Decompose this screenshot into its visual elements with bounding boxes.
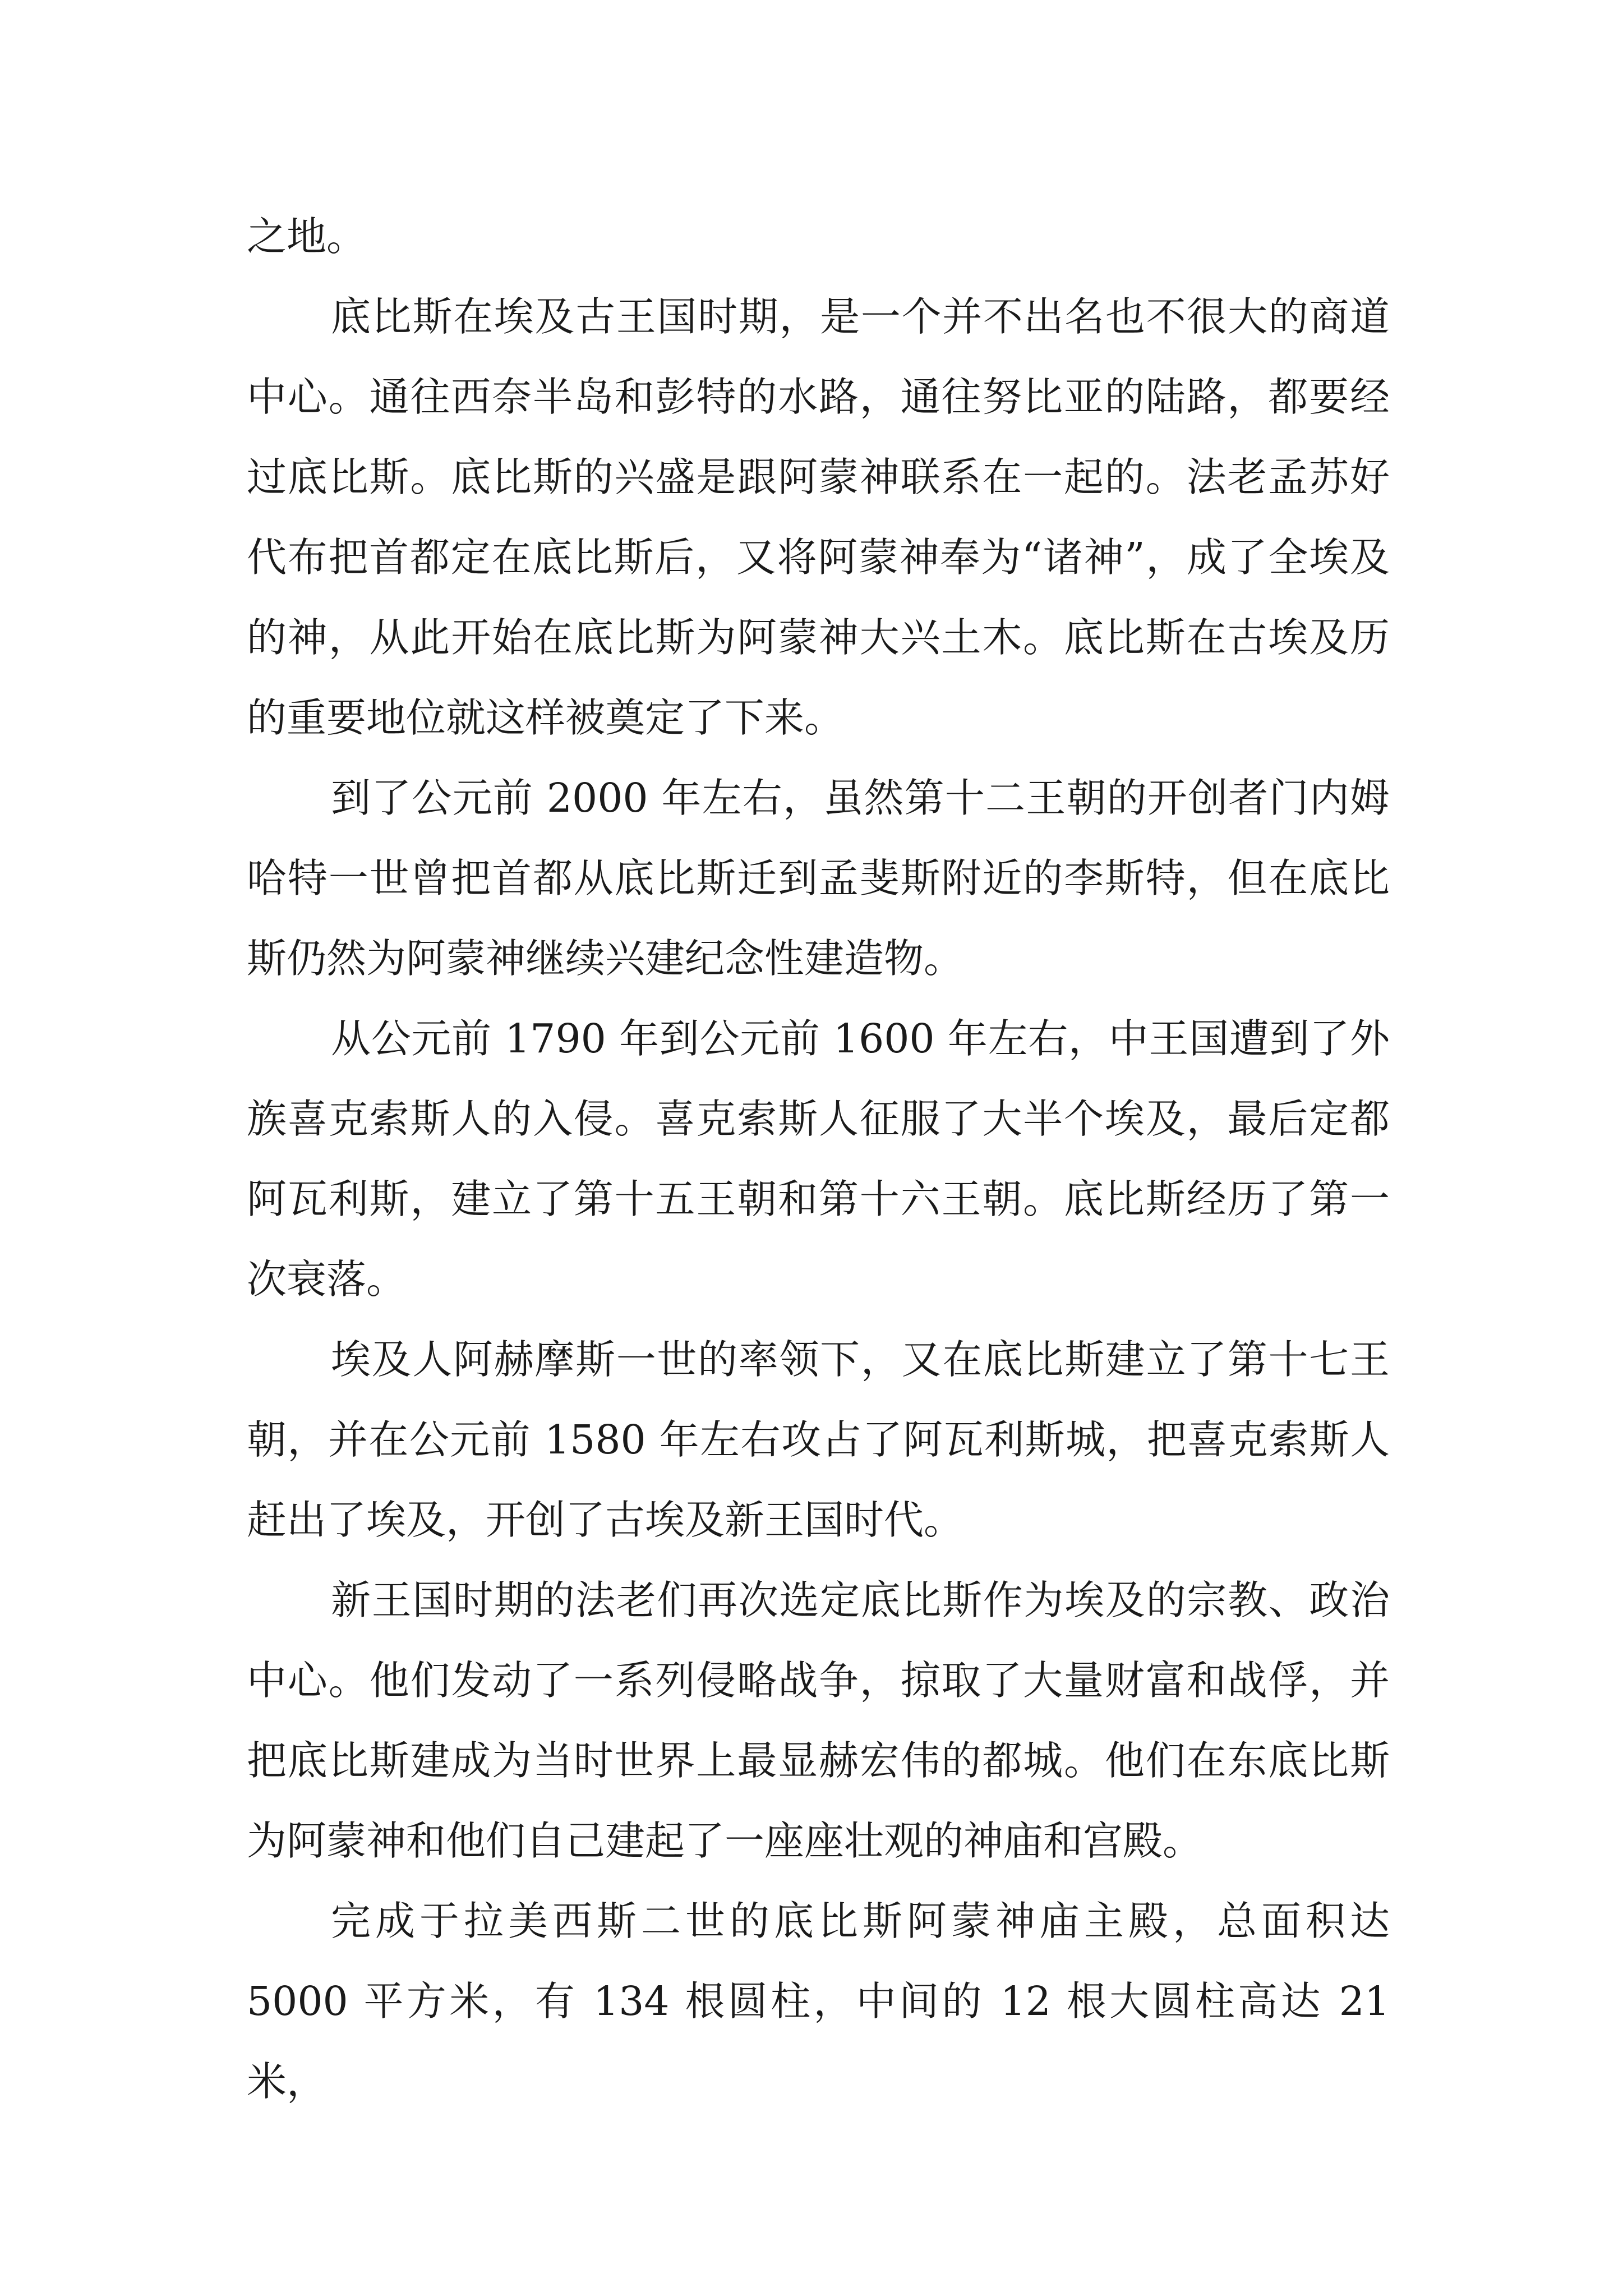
- paragraph-new-kingdom: 新王国时期的法老们再次选定底比斯作为埃及的宗教、政治中心。他们发动了一系列侵略战争，掠取了大量财富和战俘，并把底比斯建成为当时世界上最显赫宏伟的都城。他们在东底比斯为阿蒙神和他们自己建起了一座座壮观的神庙和宫殿。: [247, 1577, 1390, 1864]
- paragraph-amun-temple: 完成于拉美西斯二世的底比斯阿蒙神庙主殿，总面积达 5000 平方米，有 134 根圆柱，中间的 12 根大圆柱高达 21 米，: [247, 1898, 1390, 2105]
- paragraph-seventeenth-dynasty: 埃及人阿赫摩斯一世的率领下，又在底比斯建立了第十七王朝，并在公元前 1580 年左右攻占了阿瓦利斯城，把喜克索斯人赶出了埃及，开创了古埃及新王国时代。: [247, 1336, 1390, 1543]
- paragraph-hyksos-invasion: 从公元前 1790 年到公元前 1600 年左右，中王国遭到了外族喜克索斯人的入侵。喜克索斯人征服了大半个埃及，最后定都阿瓦利斯，建立了第十五王朝和第十六王朝。底比斯经历了第一次衰落。: [247, 1015, 1390, 1303]
- paragraph-continuation: 之地。: [247, 213, 367, 260]
- paragraph-thebes-old-kingdom: 底比斯在埃及古王国时期，是一个并不出名也不很大的商道中心。通往西奈半岛和彭特的水路，通往努比亚的陆路，都要经过底比斯。底比斯的兴盛是跟阿蒙神联系在一起的。法老孟苏好代布把首都定在底比斯后，又将阿蒙神奉为“诸神”，成了全埃及的神，从此开始在底比斯为阿蒙神大兴土木。底比斯在古埃及历的重要地位就这样被奠定了下来。: [247, 293, 1390, 741]
- body-text: [247, 196, 1390, 2122]
- paragraph-twelfth-dynasty: 到了公元前 2000 年左右，虽然第十二王朝的开创者门内姆哈特一世曾把首都从底比斯迁到孟斐斯附近的李斯特，但在底比斯仍然为阿蒙神继续兴建纪念性建造物。: [247, 775, 1390, 982]
